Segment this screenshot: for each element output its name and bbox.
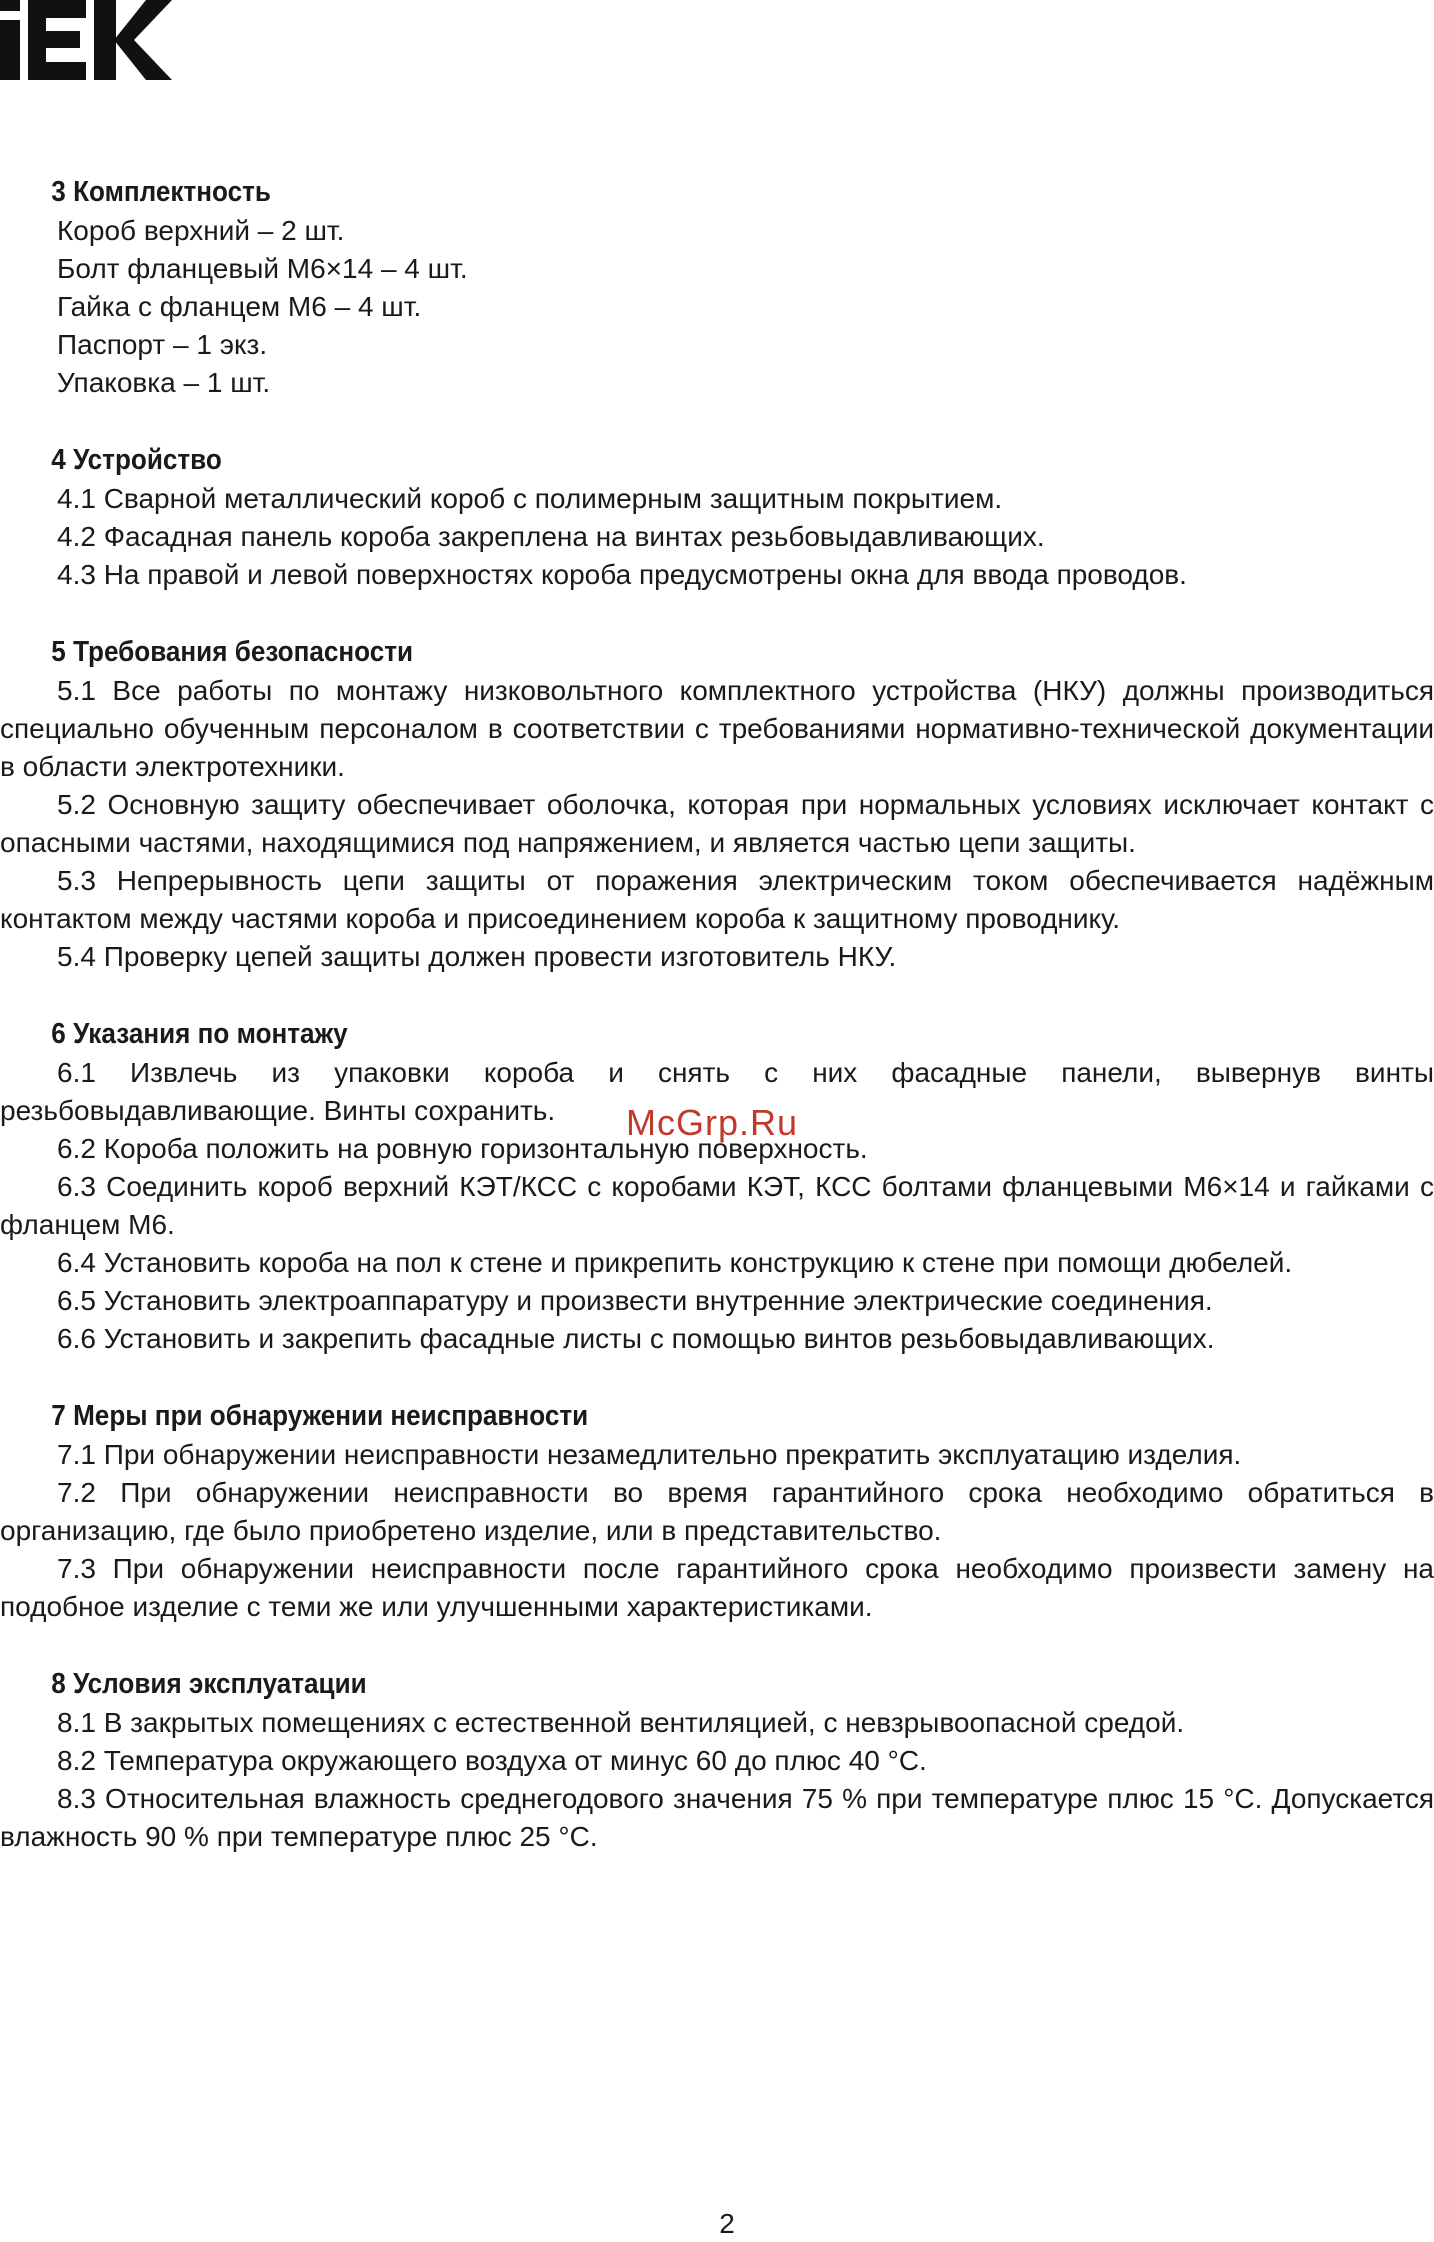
paragraph: 4.3 На правой и левой поверхностях короба предусмотрены окна для ввода проводов.: [57, 559, 1187, 590]
paragraph: 7.1 При обнаружении неисправности незамедлительно прекратить эксплуатацию изделия.: [57, 1439, 1242, 1470]
section-title: 6 Указания по монтажу: [51, 1018, 348, 1050]
section-title: 8 Условия эксплуатации: [51, 1668, 367, 1700]
paragraph: 5.1 Все работы по монтажу низковольтного комплектного устройства (НКУ) должны производиться специально обученным персоналом в соответствии с требованиями нормативно-технической документации в области электротехники.: [0, 675, 1434, 782]
list-item: Болт фланцевый М6×14 – 4 шт.: [57, 253, 468, 284]
paragraph: 5.4 Проверку цепей защиты должен провести изготовитель НКУ.: [57, 941, 897, 972]
paragraph: 7.2 При обнаружении неисправности во время гарантийного срока необходимо обратиться в организацию, где было приобретено изделие, или в представительство.: [0, 1477, 1434, 1546]
section-malfunction: [0, 1396, 1434, 1626]
paragraph: 7.3 При обнаружении неисправности после гарантийного срока необходимо произвести замену на подобное изделие с теми же или улучшенными характеристиками.: [0, 1553, 1434, 1622]
iek-logo: [0, 0, 172, 80]
paragraph: 8.2 Температура окружающего воздуха от минус 60 до плюс 40 °С.: [57, 1745, 927, 1776]
section-completeness: [0, 172, 1434, 402]
section-safety: [0, 632, 1434, 976]
section-device: [0, 440, 1434, 594]
paragraph: 8.1 В закрытых помещениях с естественной вентиляцией, с невзрывоопасной средой.: [57, 1707, 1185, 1738]
paragraph: 6.2 Короба положить на ровную горизонтальную поверхность.: [57, 1133, 868, 1164]
paragraph: 6.1 Извлечь из упаковки короба и снять с них фасадные панели, вывернув винты резьбовыдавливающие. Винты сохранить.: [0, 1057, 1434, 1126]
page-number: 2: [719, 2208, 735, 2239]
section-title: 7 Меры при обнаружении неисправности: [51, 1400, 589, 1432]
paragraph: 8.3 Относительная влажность среднегодового значения 75 % при температуре плюс 15 °С. Допускается влажность 90 % при температуре плюс 25 °С.: [0, 1783, 1434, 1852]
paragraph: 5.3 Непрерывность цепи защиты от поражения электрическим током обеспечивается надёжным контактом между частями короба и присоединением короба к защитному проводнику.: [0, 865, 1434, 934]
paragraph: 6.4 Установить короба на пол к стене и прикрепить конструкцию к стене при помощи дюбелей.: [57, 1247, 1293, 1278]
list-item: Короб верхний – 2 шт.: [57, 215, 345, 246]
list-item: Паспорт – 1 экз.: [57, 329, 268, 360]
section-title: 3 Комплектность: [51, 176, 271, 208]
section-title: 4 Устройство: [51, 444, 222, 476]
paragraph: 6.5 Установить электроаппаратуру и произвести внутренние электрические соединения.: [57, 1285, 1213, 1316]
paragraph: 4.1 Сварной металлический короб с полимерным защитным покрытием.: [57, 483, 1003, 514]
list-item: Гайка с фланцем М6 – 4 шт.: [57, 291, 422, 322]
watermark: McGrp.Ru: [626, 1102, 799, 1143]
section-title: 5 Требования безопасности: [51, 636, 414, 668]
paragraph: 6.3 Соединить короб верхний КЭТ/КСС с коробами КЭТ, КСС болтами фланцевыми М6×14 и гайками с фланцем М6.: [0, 1171, 1434, 1240]
paragraph: 6.6 Установить и закрепить фасадные листы с помощью винтов резьбовыдавливающих.: [57, 1323, 1215, 1354]
section-operating-conditions: [0, 1664, 1434, 1856]
section-installation: [0, 1014, 1434, 1358]
list-item: Упаковка – 1 шт.: [57, 367, 271, 398]
document-body: [0, 172, 1434, 1894]
paragraph: 5.2 Основную защиту обеспечивает оболочка, которая при нормальных условиях исключает контакт с опасными частями, находящимися под напряжением, и является частью цепи защиты.: [0, 789, 1434, 858]
paragraph: 4.2 Фасадная панель короба закреплена на винтах резьбовыдавливающих.: [57, 521, 1045, 552]
